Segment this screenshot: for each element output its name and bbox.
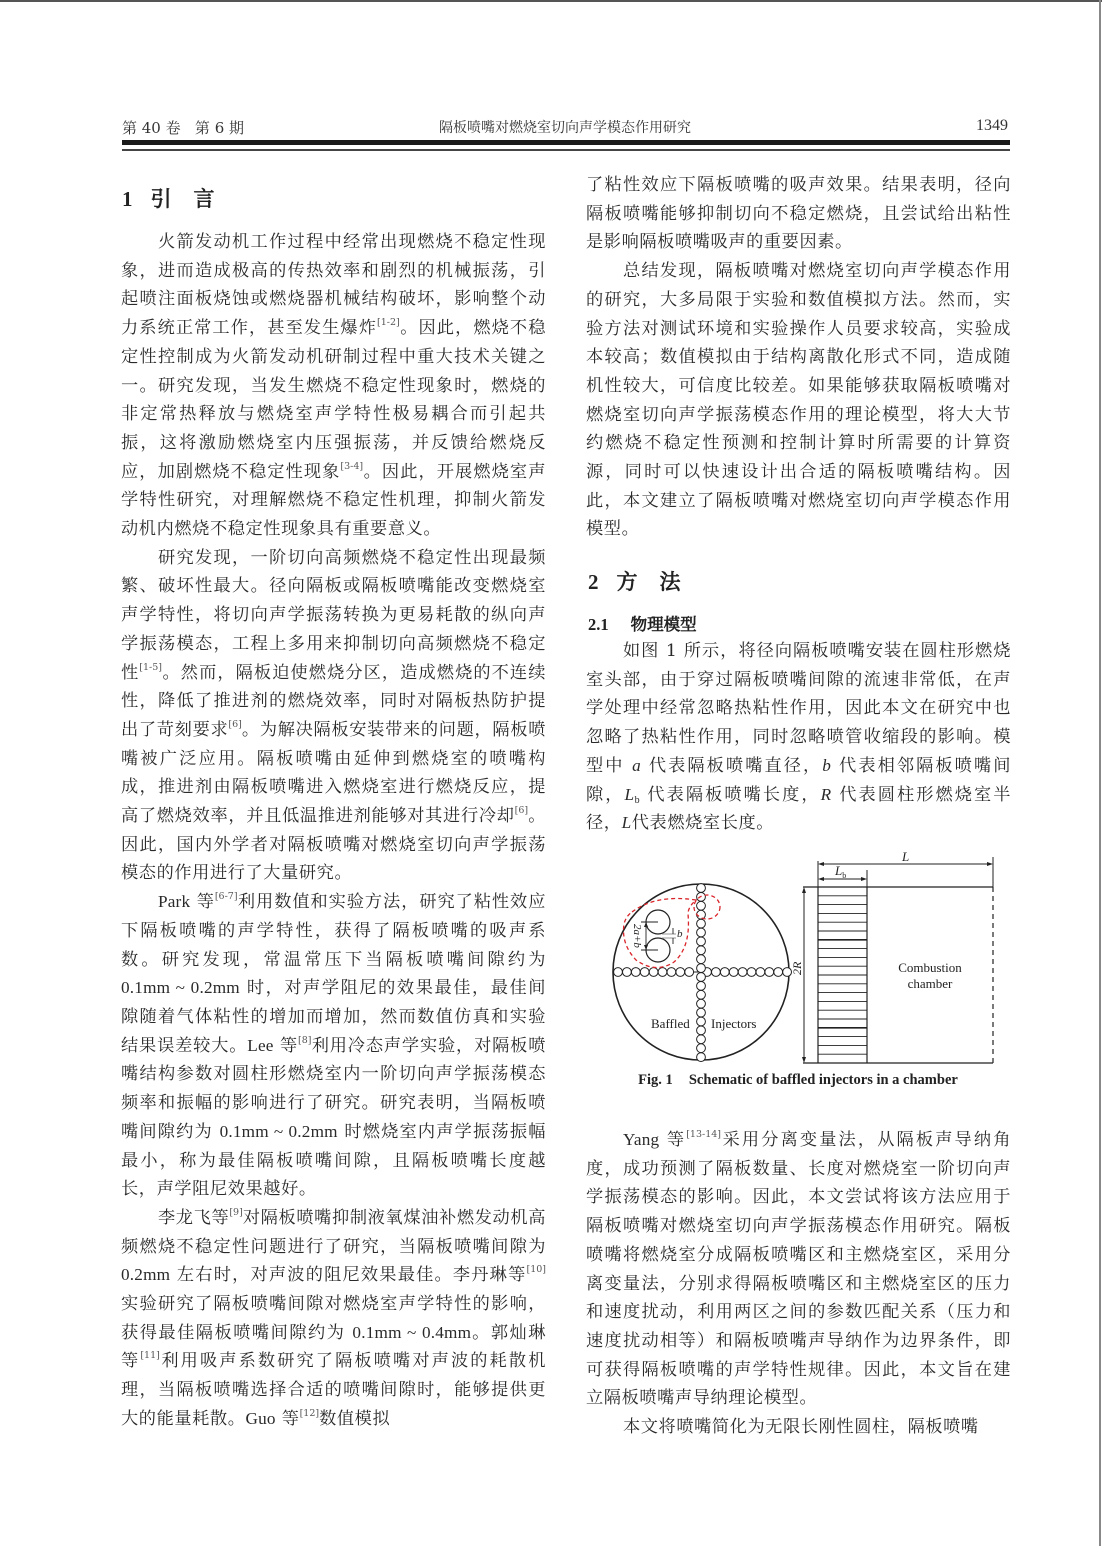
injector-circle [697, 999, 706, 1008]
text-run: 实验研究了隔板喷嘴间隙对燃烧室声学特性的影响，获得最佳隔板喷嘴间隙约为 [121, 1294, 546, 1343]
text-run: 等 [659, 1130, 687, 1150]
citation[interactable]: [8] [298, 1034, 312, 1046]
text-run: 利用数值和实验方法，研究了粘性效应下隔板喷嘴的声学特性，获得了隔板喷嘴的吸声系数。研究发现，常温常压下当隔板喷嘴间隙约为 [121, 892, 546, 970]
section-title-part: 方 [616, 570, 638, 594]
injector-circle [697, 964, 706, 973]
left-column [121, 228, 546, 1434]
citation[interactable]: [13-14] [686, 1129, 722, 1140]
label-Lb-subscript: b [842, 871, 847, 880]
injector-circle [697, 928, 706, 937]
injector-circle [697, 919, 706, 928]
section-title-part: 言 [193, 187, 215, 211]
injector-circle [765, 968, 774, 977]
text-run: 。郭灿琳等 [121, 1322, 547, 1372]
arrowhead [987, 862, 993, 866]
arrowhead [818, 877, 824, 881]
injector-circle [667, 968, 676, 977]
subsection-number: 2.1 [588, 615, 609, 634]
injector-circle [685, 968, 694, 977]
right-column-bottom [586, 1126, 1011, 1442]
author-name: Park [157, 892, 191, 912]
injector-circle [712, 968, 721, 977]
text-run: 。因此，燃烧不稳定性控制成为火箭发动机研制过程中重大技术关键之一。研究发现，当发生燃烧不稳定性现象时，燃烧的非定常热释放与燃烧室声学特性极易耦合而引起共振，这将激励燃烧室内压强振荡，并反馈给燃烧反应，加剧燃烧不稳定性现象 [121, 318, 546, 482]
injector-circle [658, 968, 667, 977]
paragraph [121, 544, 546, 888]
paragraph [586, 637, 1011, 838]
text-run: 对隔板喷嘴抑制液氧煤油补燃发动机高频燃烧不稳定性问题进行了研究，当隔板喷嘴间隙为 [121, 1207, 546, 1257]
page-number: 1349 [976, 117, 1008, 134]
injector-circle [697, 1017, 706, 1026]
author-name: Lee [247, 1035, 274, 1055]
math-variable: L [624, 784, 635, 804]
injector-circle [649, 968, 658, 977]
label-Lb-main: L [835, 863, 843, 878]
injector-circle [697, 955, 706, 964]
injector-circle [697, 937, 706, 946]
citation[interactable]: [10] [526, 1264, 546, 1276]
injector-circle [676, 968, 685, 977]
math-variable: a [632, 755, 642, 775]
header-rule-thin [122, 149, 1010, 151]
label-Lb [834, 863, 846, 880]
injector-circle [697, 973, 706, 982]
right-column-middle [586, 637, 1011, 838]
injector-circle [697, 1035, 706, 1044]
section-heading-methods [588, 566, 681, 596]
text-run: 数值模拟 [319, 1408, 391, 1429]
text-run: 。然而，隔板迫使燃烧分区，造成燃烧的不连续性，降低了推进剂的燃烧效率，同时对隔板热防护提出了苛刻要求 [121, 662, 546, 740]
injector-circle [774, 968, 783, 977]
injector-circle [631, 968, 640, 977]
injector-circle [697, 982, 706, 991]
page-right-border [1099, 0, 1101, 1546]
subsection-title: 物理模型 [630, 615, 697, 634]
math-variable: b [822, 755, 832, 775]
text-run: 等 [273, 1035, 298, 1056]
injector-circle [747, 968, 756, 977]
paragraph [586, 1126, 1011, 1413]
section-heading-introduction [122, 183, 215, 213]
paragraph [121, 228, 546, 544]
injector-circle [623, 968, 632, 977]
paragraph [121, 888, 546, 1204]
journal-volume-issue: 第 40 卷 第 6 期 [122, 119, 245, 137]
citation[interactable]: [9] [229, 1206, 243, 1218]
subsection-heading-physical-model [588, 611, 697, 635]
page-top-border [0, 0, 1102, 2]
math-variable: L [621, 813, 632, 833]
paragraph [121, 1204, 546, 1434]
injector-circle [697, 1044, 706, 1053]
paragraph: 总结发现，隔板喷嘴对燃烧室切向声学模态作用的研究，大多局限于实验和数值模拟方法。然而，实验方法对测试环境和实验操作人员要求较高，实验成本较高；数值模拟由于结构离散化形式不同，造成随机性较大，可信度比较差。如果能够获取隔板喷嘴对燃烧室切向声学振荡模态作用的理论模型，将大大节约燃烧不稳定性预测和控制计算时所需要的计算资源，同时可以快速设计出合适的隔板喷嘴结构。因此，本文建立了隔板喷嘴对燃烧室切向声学模态作用模型。 [586, 261, 1011, 540]
label-combustion: Combustion [898, 960, 962, 975]
injector-circle [697, 946, 706, 955]
text-run: 等 [190, 892, 215, 913]
section-title-part: 法 [659, 570, 681, 594]
math-subscript: b [634, 794, 640, 806]
numeric-value: 0.2mm [121, 1265, 171, 1285]
injector-circle [697, 901, 706, 910]
author-name: Guo [245, 1408, 276, 1428]
text-run: 时，对声学阻尼的效果最佳，最佳间隙随着气体粘性的增加而增加，然而数值仿真和实验结果误差较大。 [121, 978, 546, 1056]
citation[interactable]: [11] [140, 1350, 160, 1362]
text-run: 左右时，对声波的阻尼效果最佳。李丹琳等 [170, 1265, 527, 1286]
text-run: 。因此，开展燃烧室声学特性研究，对理解燃烧不稳定性机理，抑制火箭发动机内燃烧不稳定性现象具有重要意义。 [121, 461, 546, 540]
gap-dimension-label: 2a+b [631, 924, 643, 948]
label-2R: 2R [790, 961, 804, 975]
injector-circle [697, 1026, 706, 1035]
text-run: 。为解决隔板安装带来的问题，隔板喷嘴被广泛应用。隔板喷嘴由延伸到燃烧室的喷嘴构成，推进剂由隔板喷嘴进入燃烧室进行燃烧反应，提高了燃烧效率，并且低温推进剂能够对其进行冷却 [121, 719, 546, 827]
numeric-range: 0.1mm ~ 0.4mm [352, 1322, 472, 1342]
citation[interactable]: [1-5] [139, 661, 163, 673]
math-variable: R [820, 784, 832, 804]
injector-circle [640, 968, 649, 977]
text-run: 时燃烧室内声学振荡振幅最小，称为最佳隔板喷嘴间隙，且隔板喷嘴长度越长，声学阻尼效果越好。 [121, 1121, 546, 1200]
text-run: 利用吸声系数研究了隔板喷嘴对声波的耗散机理，当隔板喷嘴选择合适的喷嘴间隙时，能够提供更大的能量耗散。 [121, 1351, 546, 1429]
label-baffled: Baffled [651, 1016, 690, 1031]
injector-circle [697, 1008, 706, 1017]
injector-circle [697, 884, 706, 893]
citation[interactable]: [1-2] [377, 317, 400, 329]
running-title: 隔板喷嘴对燃烧室切向声学模态作用研究 [439, 120, 691, 136]
citation[interactable]: [3-4] [340, 460, 364, 472]
text-run: 等 [275, 1408, 300, 1429]
citation[interactable]: [12] [299, 1407, 320, 1419]
gap-label-b: b [677, 928, 683, 940]
baffle-injector-stripes [818, 896, 867, 1054]
section-number: 2 [588, 570, 599, 594]
text-run: 代表圆柱形燃烧室半径， [586, 784, 1012, 834]
text-run: 如图 1 所示，将径向隔板喷嘴安装在圆柱形燃烧室头部，由于穿过隔板喷嘴间隙的流速非常低，在声学处理中经常忽略热粘性作用，因此本文在研究中也忽略了热粘性作用，同时忽略喷管收缩段的影响。模型中 [586, 641, 1011, 776]
injector-circle [756, 968, 765, 977]
figure-1 [596, 852, 1006, 1067]
label-L: L [902, 852, 910, 864]
numeric-range: 0.1mm ~ 0.2mm [121, 978, 240, 998]
injector-circle [697, 990, 706, 999]
author-name: Yang [622, 1130, 660, 1149]
injector-circle [697, 1053, 706, 1062]
injector-circle [738, 968, 747, 977]
arrowhead [802, 1057, 806, 1063]
figure-1-schematic [596, 852, 1006, 1067]
text-run: 李龙飞等 [157, 1207, 230, 1228]
text-run: 代表隔板喷嘴长度， [639, 784, 821, 805]
label-injectors: Injectors [711, 1016, 757, 1031]
right-column-top [586, 171, 1011, 544]
arrowhead [818, 862, 824, 866]
caption-label: Fig. 1 [638, 1072, 673, 1088]
chamber-cross-section [613, 884, 792, 1062]
text-run: 研究发现，一阶切向高频燃烧不稳定性出现最频繁、破坏性最大。径向隔板或隔板喷嘴能改变燃烧室声学特性，将切向声学振荡转换为更易耗散的纵向声学振荡模态，工程上多用来抑制切向高频燃烧不稳定性 [121, 547, 546, 683]
injector-circle [720, 968, 729, 977]
text-run: 。因此，国内外学者对隔板喷嘴对燃烧室切向声学振荡模态的作用进行了大量研究。 [121, 806, 547, 884]
citation[interactable]: [6] [514, 805, 529, 817]
section-number: 1 [122, 187, 133, 211]
citation[interactable]: [6-7] [214, 891, 238, 903]
arrowhead [802, 887, 806, 893]
numeric-range: 0.1mm ~ 0.2mm [219, 1121, 338, 1141]
text-run: 采用分离变量法，从隔板声导纳角度，成功预测了隔板数量、长度对燃烧室一阶切向声学振荡模态的影响。因此，本文尝试将该方法应用于隔板喷嘴对燃烧室切向声学振荡模态作用研究。隔板喷嘴将燃烧室分成隔板喷嘴区和主燃烧室区，采用分离变量法，分别求得隔板喷嘴区和主燃烧室区的压力和速度扰动，利用两区之间的参数匹配关系（压力和速度扰动相等）和隔板喷嘴声导纳作为边界条件，即可获得隔板喷嘴的声学特性规律。因此，本文旨在建立隔板喷嘴声导纳理论模型。 [586, 1130, 1011, 1409]
section-title-part: 引 [150, 187, 172, 211]
caption-text: Schematic of baffled injectors in a chamber [688, 1072, 958, 1088]
text-run: 代表相邻隔板喷嘴间隙， [586, 755, 1012, 805]
text-run: 代表隔板喷嘴直径， [641, 755, 823, 776]
text-run: 利用冷态声学实验，对隔板喷嘴结构参数对圆柱形燃烧室内一阶切向声学振荡模态频率和振幅的影响进行了研究。研究表明，当隔板喷嘴间隙约为 [121, 1035, 546, 1142]
header-rule-thick [122, 140, 1010, 145]
running-head [122, 117, 1008, 139]
injector-circle [614, 968, 623, 977]
injector-circle [729, 968, 738, 977]
citation[interactable]: [6] [228, 718, 242, 730]
paragraph: 本文将喷嘴简化为无限长刚性圆柱，隔板喷嘴 [622, 1417, 979, 1438]
arrowhead [861, 877, 867, 881]
label-chamber: chamber [907, 976, 953, 991]
chamber-side-view [790, 852, 993, 1063]
text-run: 火箭发动机工作过程中经常出现燃烧不稳定性现象，进而造成极高的传热效率和剧烈的机械振荡，引起喷注面板烧蚀或燃烧器机械结构破坏，影响整个动力系统正常工作，甚至发生爆炸 [121, 232, 546, 339]
paragraph: 了粘性效应下隔板喷嘴的吸声效果。结果表明，径向隔板喷嘴能够抑制切向不稳定燃烧，且尝试给出粘性是影响隔板喷嘴吸声的重要因素。 [586, 175, 1011, 253]
figure-1-caption [588, 1072, 1008, 1089]
text-run: 代表燃烧室长度。 [631, 813, 775, 834]
